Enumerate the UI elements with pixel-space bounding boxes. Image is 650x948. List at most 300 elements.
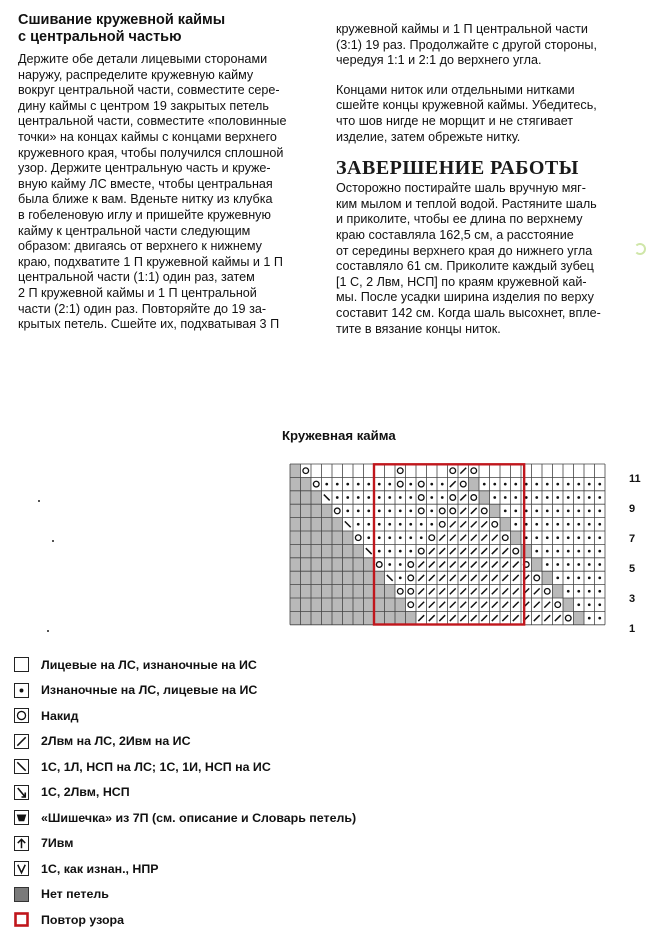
yarn-over-icon <box>534 575 540 581</box>
no-stitch-cell <box>301 611 312 624</box>
finishing-instructions <box>336 181 636 337</box>
k2tog-icon <box>418 588 424 594</box>
purl-dot-icon <box>535 483 538 486</box>
purl-dot-icon <box>514 483 517 486</box>
no-stitch-cell <box>542 571 553 584</box>
k2tog-icon <box>418 615 424 621</box>
no-stitch-cell <box>301 477 312 490</box>
k2tog-icon <box>429 575 435 581</box>
no-stitch-cell <box>500 518 511 531</box>
purl-dot-icon <box>535 523 538 526</box>
purl-dot-icon <box>546 563 549 566</box>
purl-dot-icon <box>588 523 591 526</box>
section-heading-sewing: Сшивание кружевной каймы с центральной частью <box>18 12 226 45</box>
legend-label: 7Ивм <box>41 836 74 851</box>
legend-symbol-icon <box>14 836 29 851</box>
purl-dot-icon <box>378 483 381 486</box>
purl-dot-icon <box>367 483 370 486</box>
yarn-over-icon <box>408 562 414 568</box>
text-line: кайму к центральной части следующим <box>18 223 251 238</box>
purl-dot-icon <box>556 496 559 499</box>
purl-dot-icon <box>598 496 601 499</box>
text-line: Концами ниток или отдельными нитками <box>336 82 575 97</box>
text-line: от середины верхнего края до нижнего угла <box>336 243 593 258</box>
purl-dot-icon <box>388 563 391 566</box>
no-stitch-cell <box>385 611 396 624</box>
k2tog-icon <box>418 575 424 581</box>
legend-item <box>14 831 434 857</box>
yarn-over-icon <box>544 588 550 594</box>
k2tog-icon <box>460 615 466 621</box>
text-line: и приколите, чтобы ее длина по верхнему <box>336 212 583 227</box>
k2tog-icon <box>450 562 456 568</box>
purl-dot-icon <box>357 510 360 513</box>
purl-dot-icon <box>388 536 391 539</box>
purl-dot-icon <box>493 483 496 486</box>
ends-instructions <box>336 83 636 145</box>
legend-label: 1С, как изнан., НПР <box>41 861 159 876</box>
lace-chart <box>288 462 641 647</box>
text-line: Осторожно постирайте шаль вручную мяг- <box>336 181 586 196</box>
legend-label: Нет петель <box>41 887 109 902</box>
no-stitch-cell <box>343 585 354 598</box>
purl-dot-icon <box>577 550 580 553</box>
legend-label: Лицевые на ЛС, изнаночные на ИС <box>41 657 257 672</box>
purl-dot-icon <box>567 550 570 553</box>
yarn-over-icon <box>408 575 414 581</box>
no-stitch-cell <box>322 611 333 624</box>
k2tog-icon <box>481 615 487 621</box>
yarn-over-icon <box>439 508 445 514</box>
purl-dot-icon <box>367 510 370 513</box>
purl-dot-icon <box>567 523 570 526</box>
purl-dot-icon <box>409 536 412 539</box>
text-line: [1 С, 2 Лвм, НСП] по краям кружевной кай- <box>336 274 587 289</box>
legend-symbol-icon <box>14 759 29 774</box>
lace-chart-grid <box>288 462 641 642</box>
k2tog-icon <box>492 602 498 608</box>
purl-dot-icon <box>409 496 412 499</box>
k2tog-icon <box>502 548 508 554</box>
text-line: точки» на концах каймы с концами верхнего <box>18 129 277 144</box>
text-line: была ближе к вам. Вденьте нитку из клубка <box>18 192 273 207</box>
purl-dot-icon <box>577 590 580 593</box>
no-stitch-cell <box>385 585 396 598</box>
purl-dot-icon <box>399 496 402 499</box>
k2tog-icon <box>460 521 466 527</box>
text-line: 2 П кружевной каймы и 1 П центральной <box>18 285 257 300</box>
purl-dot-icon <box>357 523 360 526</box>
purl-dot-icon <box>598 550 601 553</box>
k2tog-icon <box>460 468 466 474</box>
no-stitch-cell <box>290 491 301 504</box>
k2tog-icon <box>481 588 487 594</box>
row-number-label: 5 <box>629 563 636 575</box>
no-stitch-cell <box>343 544 354 557</box>
ssk-icon <box>387 575 393 581</box>
text-line: краю составляла 162,5 см, а расстояние <box>336 227 574 242</box>
no-stitch-cell <box>322 504 333 517</box>
no-stitch-cell <box>301 598 312 611</box>
yarn-over-icon <box>492 521 498 527</box>
no-stitch-cell <box>521 544 532 557</box>
k2tog-icon <box>555 615 561 621</box>
right-column <box>336 22 636 337</box>
text-line: сшейте концы кружевной каймы. Убедитесь, <box>336 98 597 113</box>
yarn-over-icon <box>397 481 403 487</box>
no-stitch-cell <box>322 571 333 584</box>
yarn-over-icon <box>555 602 561 608</box>
purl-dot-icon <box>556 550 559 553</box>
k2tog-icon <box>460 508 466 514</box>
legend-label: Накид <box>41 708 79 723</box>
text-line: центральной части (1:1) один раз, затем <box>18 270 255 285</box>
purl-dot-icon <box>441 496 444 499</box>
no-stitch-cell <box>332 518 343 531</box>
symbol-box <box>15 658 29 672</box>
k2tog-icon <box>481 548 487 554</box>
purl-dot-icon <box>556 563 559 566</box>
k2tog-icon <box>502 562 508 568</box>
k2tog-icon <box>418 562 424 568</box>
no-stitch-cell <box>374 585 385 598</box>
legend-item <box>14 754 434 780</box>
purl-dot-icon <box>514 523 517 526</box>
no-stitch-cell <box>311 531 322 544</box>
purl-dot-icon <box>388 483 391 486</box>
no-stitch-cell <box>322 544 333 557</box>
no-stitch-cell <box>301 544 312 557</box>
k2tog-icon <box>471 508 477 514</box>
text-line: изделие, затем обрежьте нитку. <box>336 129 521 144</box>
purl-dot-icon <box>430 483 433 486</box>
legend-item <box>14 678 434 704</box>
no-stitch-cell <box>395 611 406 624</box>
no-stitch-cell <box>553 585 564 598</box>
legend-item <box>14 856 434 882</box>
text-line: (3:1) 19 раз. Продолжайте с другой стороны, <box>336 37 597 52</box>
k2tog-icon <box>450 588 456 594</box>
repeat-box-icon <box>16 914 28 926</box>
no-stitch-cell <box>290 531 301 544</box>
k2tog-icon <box>513 615 519 621</box>
k2tog-icon <box>471 615 477 621</box>
no-stitch-cell <box>511 531 522 544</box>
k2tog-icon <box>460 588 466 594</box>
purl-dot-icon <box>556 483 559 486</box>
no-stitch-cell <box>385 598 396 611</box>
legend-label: Изнаночные на ЛС, лицевые на ИС <box>41 683 258 698</box>
k2tog-icon <box>460 495 466 501</box>
text-line: центральной части, совместите «половинные <box>18 114 287 129</box>
k2tog-icon <box>450 548 456 554</box>
text-line: наружу, распределите кружевную кайму <box>18 67 254 82</box>
no-stitch-cell <box>311 571 322 584</box>
purl-dot-icon <box>567 563 570 566</box>
text-line: образом: двигаясь от верхнего к нижнему <box>18 239 262 254</box>
legend-item <box>14 780 434 806</box>
no-stitch-cell <box>290 464 301 477</box>
purl-dot-icon <box>378 523 381 526</box>
no-stitch-cell <box>311 558 322 571</box>
no-stitch-cell <box>311 504 322 517</box>
no-stitch-cell <box>332 558 343 571</box>
legend-symbol-icon <box>14 861 29 876</box>
no-stitch-cell <box>301 491 312 504</box>
page-mark <box>634 243 646 255</box>
purl-dot-icon <box>388 523 391 526</box>
k2tog-icon <box>450 535 456 541</box>
purl-dot-icon <box>346 496 349 499</box>
purl-dot-icon <box>483 483 486 486</box>
purl-dot-icon <box>546 523 549 526</box>
yarn-over-icon <box>481 508 487 514</box>
no-stitch-cell <box>290 585 301 598</box>
yarn-over-icon <box>397 588 403 594</box>
purl-dot-icon <box>504 510 507 513</box>
print-speck <box>52 540 54 542</box>
purl-dot-icon <box>567 536 570 539</box>
legend-item <box>14 805 434 831</box>
no-stitch-cell <box>290 598 301 611</box>
purl-dot-icon <box>399 510 402 513</box>
k2tog-icon <box>460 535 466 541</box>
legend-item <box>14 703 434 729</box>
legend-item <box>14 652 434 678</box>
text-line: тите в вязание концы ниток. <box>336 321 501 336</box>
row-number-label: 7 <box>629 533 636 545</box>
no-stitch-cell <box>353 611 364 624</box>
text-line: краю, подхватите 1 П кружевной каймы и 1 П <box>18 254 283 269</box>
purl-dot-icon <box>336 496 339 499</box>
purl-dot-icon <box>567 510 570 513</box>
no-stitch-cell <box>301 585 312 598</box>
k2tog-icon <box>544 602 550 608</box>
print-speck <box>47 630 49 632</box>
purl-dot-icon <box>577 523 580 526</box>
k2tog-icon <box>471 548 477 554</box>
no-stitch-cell <box>311 611 322 624</box>
k2tog-icon <box>429 562 435 568</box>
purl-dot-icon <box>430 523 433 526</box>
no-stitch-cell <box>301 504 312 517</box>
purl-dot-icon <box>577 510 580 513</box>
purl-dot-icon <box>535 550 538 553</box>
no-stitch-cell <box>290 571 301 584</box>
no-stitch-cell <box>311 544 322 557</box>
purl-dot-icon <box>546 510 549 513</box>
purl-dot-icon <box>514 510 517 513</box>
k2tog-icon <box>439 588 445 594</box>
purl-dot-icon <box>588 550 591 553</box>
no-stitch-cell <box>290 544 301 557</box>
no-stitch-cell <box>353 598 364 611</box>
no-stitch-cell <box>374 598 385 611</box>
k2tog-icon <box>439 535 445 541</box>
yarn-over-icon <box>376 562 382 568</box>
purl-dot-icon <box>535 510 538 513</box>
yarn-over-icon <box>471 495 477 501</box>
k2tog-icon <box>450 602 456 608</box>
no-stitch-cell <box>332 585 343 598</box>
no-stitch-cell <box>332 571 343 584</box>
no-stitch-cell <box>364 558 375 571</box>
purl-dot-icon <box>514 496 517 499</box>
yarn-over-icon <box>450 508 456 514</box>
purl-dot-icon <box>378 536 381 539</box>
purl-dot-icon <box>420 536 423 539</box>
purl-dot-icon <box>577 496 580 499</box>
purl-dot-icon <box>430 510 433 513</box>
k2tog-icon <box>471 562 477 568</box>
purl-dot-icon <box>588 483 591 486</box>
purl-dot-icon <box>378 510 381 513</box>
purl-dot-icon <box>598 603 601 606</box>
purl-dot-icon <box>546 550 549 553</box>
text-line: ким мылом и теплой водой. Растяните шаль <box>336 196 597 211</box>
no-stitch-cell <box>364 571 375 584</box>
no-stitch-cell <box>343 571 354 584</box>
purl-dot-icon <box>346 483 349 486</box>
yarn-over-icon <box>450 495 456 501</box>
no-stitch-cell <box>311 491 322 504</box>
no-stitch-cell <box>563 598 574 611</box>
row-number-label: 11 <box>629 473 641 485</box>
k2tog-icon <box>534 602 540 608</box>
k2tog-icon <box>429 588 435 594</box>
purl-dot-icon <box>388 496 391 499</box>
purl-dot-icon <box>357 496 360 499</box>
k2tog-icon <box>492 562 498 568</box>
no-stitch-cell <box>469 477 480 490</box>
yarn-over-icon <box>513 548 519 554</box>
text-line: Держите обе детали лицевыми сторонами <box>18 52 268 66</box>
text-line: мы. После усадки ширина изделия по верху <box>336 290 594 305</box>
no-stitch-cell <box>479 491 490 504</box>
no-stitch-cell <box>332 544 343 557</box>
yarn-over-icon <box>397 468 403 474</box>
k2tog-icon <box>492 535 498 541</box>
purl-dot-icon <box>598 617 601 620</box>
legend-item <box>14 729 434 755</box>
no-stitch-cell <box>343 558 354 571</box>
k2tog-icon <box>544 615 550 621</box>
no-stitch-cell <box>311 598 322 611</box>
no-stitch-cell <box>301 518 312 531</box>
k2tog-icon <box>513 575 519 581</box>
text-line: узор. Держите центральную часть и круже- <box>18 161 271 176</box>
k2tog-icon <box>502 615 508 621</box>
purl-dot-icon <box>588 617 591 620</box>
k2tog-icon <box>481 575 487 581</box>
purl-dot-icon <box>20 688 24 692</box>
text-line: чередуя 1:1 и 2:1 до верхнего угла. <box>336 53 542 68</box>
purl-dot-icon <box>598 523 601 526</box>
purl-dot-icon <box>357 483 360 486</box>
no-stitch-cell <box>301 558 312 571</box>
text-line: в гобеленовую иглу и пришейте кружевную <box>18 207 271 222</box>
purl-dot-icon <box>546 496 549 499</box>
legend-symbol-icon <box>14 657 29 672</box>
legend-item <box>14 882 434 908</box>
purl-dot-icon <box>504 496 507 499</box>
no-stitch-cell <box>301 571 312 584</box>
purl-dot-icon <box>588 496 591 499</box>
purl-dot-icon <box>430 496 433 499</box>
purl-dot-icon <box>367 496 370 499</box>
purl-dot-icon <box>409 510 412 513</box>
no-stitch-cell <box>311 585 322 598</box>
no-stitch-cell <box>322 518 333 531</box>
no-stitch-cell <box>574 611 585 624</box>
chart-title: Кружевная кайма <box>282 428 396 443</box>
no-stitch-cell <box>364 598 375 611</box>
legend-item <box>14 907 434 933</box>
text-line: вную кайму ЛС вместе, чтобы центральная <box>18 176 273 191</box>
ssk-icon <box>366 548 372 554</box>
yarn-over-icon <box>418 508 424 514</box>
purl-dot-icon <box>567 496 570 499</box>
k2tog-icon <box>492 588 498 594</box>
purl-dot-icon <box>588 510 591 513</box>
purl-dot-icon <box>399 563 402 566</box>
legend-symbol-icon <box>14 810 29 825</box>
yarn-over-icon <box>408 602 414 608</box>
text-line: дину каймы с центром 19 закрытых петель <box>18 98 269 113</box>
yarn-over-icon <box>471 468 477 474</box>
yarn-over-icon <box>418 481 424 487</box>
legend-symbol-icon <box>14 785 29 800</box>
purl-dot-icon <box>504 483 507 486</box>
yarn-over-icon <box>334 508 340 514</box>
k2tog-icon <box>481 562 487 568</box>
purl-dot-icon <box>535 496 538 499</box>
purl-dot-icon <box>399 523 402 526</box>
print-speck <box>38 500 40 502</box>
no-stitch-cell <box>490 504 501 517</box>
k2tog-icon <box>429 548 435 554</box>
yarn-over-icon <box>460 481 466 487</box>
purl-dot-icon <box>546 483 549 486</box>
text-line: крытых петель. Сшейте их, подхватывая 3 П <box>18 317 280 332</box>
no-stitch-cell <box>343 598 354 611</box>
purl-dot-icon <box>409 523 412 526</box>
k2tog-icon <box>471 588 477 594</box>
row-number-label: 9 <box>629 503 636 515</box>
ssk-icon <box>324 495 330 501</box>
no-stitch-cell <box>374 571 385 584</box>
no-stitch-cell <box>322 531 333 544</box>
k2tog-icon <box>460 602 466 608</box>
no-stitch-cell <box>290 518 301 531</box>
k2tog-icon <box>439 602 445 608</box>
purl-dot-icon <box>556 523 559 526</box>
purl-dot-icon <box>546 536 549 539</box>
k2tog-icon <box>460 562 466 568</box>
k2tog-icon <box>471 521 477 527</box>
yarn-over-icon <box>408 588 414 594</box>
purl-dot-icon <box>577 603 580 606</box>
purl-dot-icon <box>598 563 601 566</box>
k2tog-icon <box>534 588 540 594</box>
k2tog-icon <box>513 562 519 568</box>
yarn-over-icon <box>418 495 424 501</box>
k2tog-icon <box>471 535 477 541</box>
yarn-over-icon <box>450 468 456 474</box>
legend-label: 1С, 2Лвм, НСП <box>41 785 130 800</box>
purl-dot-icon <box>336 483 339 486</box>
no-stitch-cell <box>353 585 364 598</box>
